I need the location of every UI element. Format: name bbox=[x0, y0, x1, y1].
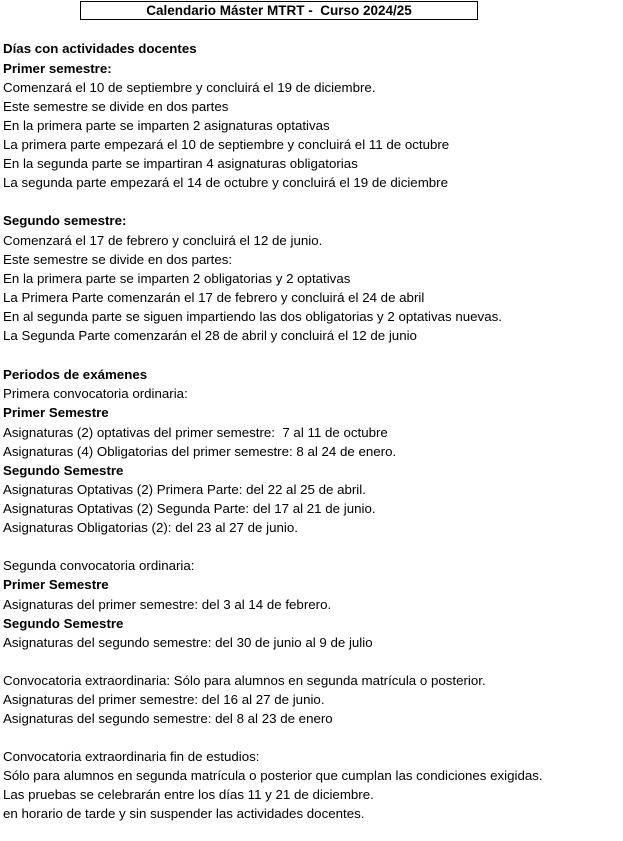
text-line: En la segunda parte se impartiran 4 asignaturas obligatorias bbox=[3, 156, 358, 171]
text-line: La primera parte empezará el 10 de septiembre y concluirá el 11 de octubre bbox=[3, 137, 450, 152]
text-line: Convocatoria extraordinaria: Sólo para alumnos en segunda matrícula o posterior. bbox=[3, 673, 486, 688]
text-line: Segunda convocatoria ordinaria: bbox=[3, 558, 195, 573]
text-line: La Segunda Parte comenzarán el 28 de abril y concluirá el 12 de junio bbox=[3, 328, 417, 343]
text-line: Convocatoria extraordinaria fin de estudios: bbox=[3, 749, 260, 764]
text-line: Asignaturas (2) optativas del primer semestre: 7 al 11 de octubre bbox=[3, 425, 388, 440]
text-line: Asignaturas del primer semestre: del 16 al 27 de junio. bbox=[3, 692, 325, 707]
section-heading: Segundo Semestre bbox=[3, 616, 124, 631]
section-heading: Primer semestre: bbox=[3, 61, 112, 76]
text-line: En la primera parte se imparten 2 obligatorias y 2 optativas bbox=[3, 271, 351, 286]
section-heading: Días con actividades docentes bbox=[3, 41, 197, 56]
text-line: en horario de tarde y sin suspender las actividades docentes. bbox=[3, 806, 365, 821]
text-line: Asignaturas Optativas (2) Primera Parte: del 22 al 25 de abril. bbox=[3, 482, 366, 497]
section-heading: Periodos de exámenes bbox=[3, 367, 148, 382]
text-line: En la primera parte se imparten 2 asignaturas optativas bbox=[3, 118, 330, 133]
page-title: Calendario Máster MTRT - Curso 2024/25 bbox=[80, 1, 478, 20]
text-line: Asignaturas (4) Obligatorias del primer semestre: 8 al 24 de enero. bbox=[3, 444, 397, 459]
section-heading: Primer Semestre bbox=[3, 577, 109, 592]
text-line: Comenzará el 17 de febrero y concluirá el 12 de junio. bbox=[3, 233, 323, 248]
text-line: Las pruebas se celebrarán entre los días 11 y 21 de diciembre. bbox=[3, 787, 374, 802]
section-heading: Segundo Semestre bbox=[3, 463, 124, 478]
text-line: En al segunda parte se siguen impartiendo las dos obligatorias y 2 optativas nuevas. bbox=[3, 309, 502, 324]
text-line: Sólo para alumnos en segunda matrícula o posterior que cumplan las condiciones exigidas. bbox=[3, 768, 543, 783]
text-line: Asignaturas del segundo semestre: del 30 de junio al 9 de julio bbox=[3, 635, 373, 650]
text-line: Asignaturas del segundo semestre: del 8 al 23 de enero bbox=[3, 711, 333, 726]
text-line: Asignaturas Obligatorias (2): del 23 al 27 de junio. bbox=[3, 520, 298, 535]
text-line: Este semestre se divide en dos partes bbox=[3, 99, 229, 114]
text-line: Asignaturas Optativas (2) Segunda Parte: del 17 al 21 de junio. bbox=[3, 501, 376, 516]
section-heading: Primer Semestre bbox=[3, 405, 109, 420]
section-heading: Segundo semestre: bbox=[3, 213, 127, 228]
text-line: Primera convocatoria ordinaria: bbox=[3, 386, 188, 401]
text-line: La Primera Parte comenzarán el 17 de febrero y concluirá el 24 de abril bbox=[3, 290, 425, 305]
text-line: Comenzará el 10 de septiembre y concluirá el 19 de diciembre. bbox=[3, 80, 376, 95]
text-line: Asignaturas del primer semestre: del 3 al 14 de febrero. bbox=[3, 597, 332, 612]
text-line: Este semestre se divide en dos partes: bbox=[3, 252, 233, 267]
text-line: La segunda parte empezará el 14 de octubre y concluirá el 19 de diciembre bbox=[3, 175, 448, 190]
